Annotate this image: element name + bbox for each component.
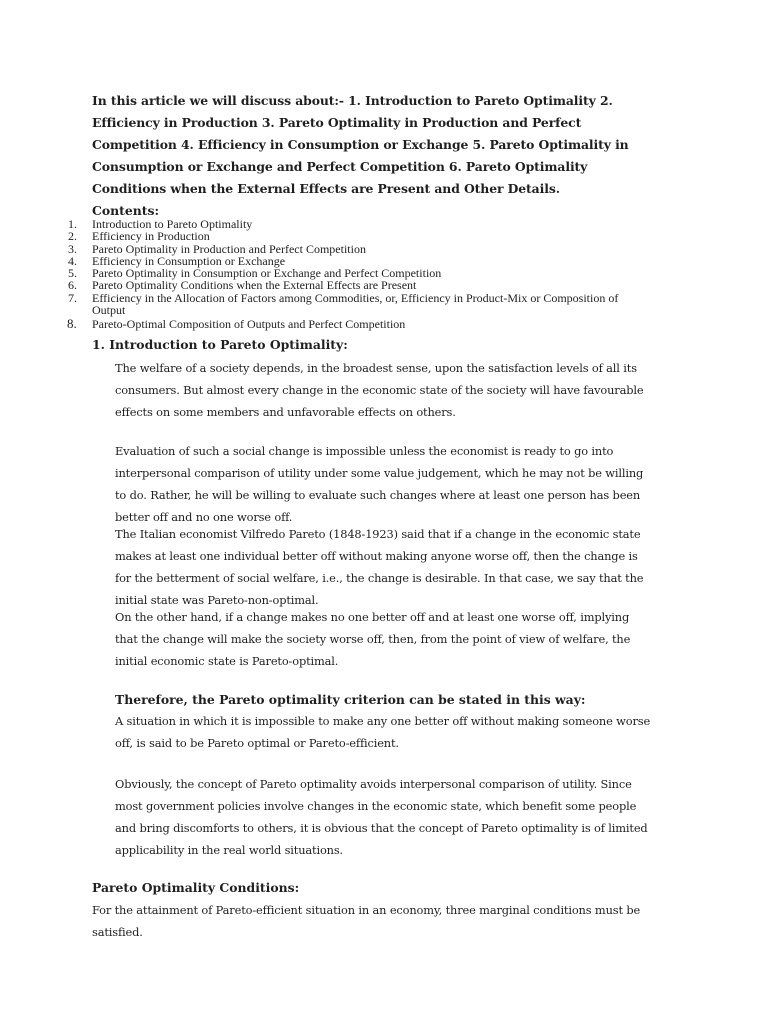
contents-item-number: 3. [68,241,77,256]
paragraph-other-hand: On the other hand, if a change makes no one better off and at least one worse off, implying that the change will make the society worse off, then, from the point of view of welfare, the initial economic state is Pareto-optimal. [115,610,631,668]
contents-item[interactable] [0,292,652,317]
contents-item-label: Efficiency in the Allocation of Factors among Commodities, or, Efficiency in Product-Mix or Composition of Output [92,290,619,318]
contents-item-number: 4. [68,253,77,268]
paragraph-evaluation: Evaluation of such a social change is impossible unless the economist is ready to go into interpersonal comparison of utility under some value judgement, which he may not be willing to do. Rather, he will be willing to evaluate such changes where at least one person has been better off and no one worse off. [115,444,644,524]
contents-item-label: Efficiency in Consumption or Exchange [92,253,286,268]
contents-heading: Contents: [92,203,160,218]
intro-paragraph: In this article we will discuss about:- 1. Introduction to Pareto Optimality 2. Efficiency in Production 3. Pareto Optimality in Production and Perfect Competition 4. Efficiency in Consumption or Exchange 5. Pareto Optimality in Consumption or Exchange and Perfect Competition 6. Pareto Optimality Conditions when the External Effects are Present and Other Details. [92,93,629,196]
paragraph-welfare: The welfare of a society depends, in the broadest sense, upon the satisfaction levels of all its consumers. But almost every change in the economic state of the society will have favourable effects on some members and unfavorable effects on others. [115,361,644,419]
contents-item-number: 5. [68,266,77,281]
contents-item-number: 7. [68,290,77,305]
contents-list [0,218,768,331]
contents-item-label: Pareto Optimality Conditions when the External Effects are Present [92,278,417,293]
criterion-heading: Therefore, the Pareto optimality criterion can be stated in this way: [115,692,586,707]
paragraph-conditions: For the attainment of Pareto-efficient situation in an economy, three marginal conditions must be satisfied. [92,903,641,939]
contents-item-number: 2. [68,229,77,244]
section-heading-introduction: 1. Introduction to Pareto Optimality: [92,337,348,352]
contents-item-number: 1. [68,217,77,231]
contents-item-label: Efficiency in Production [92,229,210,244]
conditions-heading: Pareto Optimality Conditions: [92,880,300,895]
contents-item-label: Pareto-Optimal Composition of Outputs and Perfect Competition [92,317,406,332]
contents-item-label: Pareto Optimality in Production and Perfect Competition [92,241,366,256]
contents-item-label: Pareto Optimality in Consumption or Exchange and Perfect Competition [92,266,442,281]
contents-item[interactable] [0,318,652,330]
contents-item-number: 8. [67,316,77,332]
paragraph-obviously: Obviously, the concept of Pareto optimality avoids interpersonal comparison of utility. Since most government policies involve changes in the economic state, which benefit some people and bring discomforts to others, it is obvious that the concept of Pareto optimality is of limited applicability in the real world situations. [115,777,648,857]
contents-item-number: 6. [68,278,77,293]
paragraph-criterion: A situation in which it is impossible to make any one better off without making someone worse off, is said to be Pareto optimal or Pareto-efficient. [115,714,651,750]
contents-item-label: Introduction to Pareto Optimality [92,217,253,231]
paragraph-pareto-definition: The Italian economist Vilfredo Pareto (1848-1923) said that if a change in the economic state makes at least one individual better off without making anyone worse off, then the change is for the betterment of social welfare, i.e., the change is desirable. In that case, we say that the initial state was Pareto-non-optimal. [115,527,644,607]
